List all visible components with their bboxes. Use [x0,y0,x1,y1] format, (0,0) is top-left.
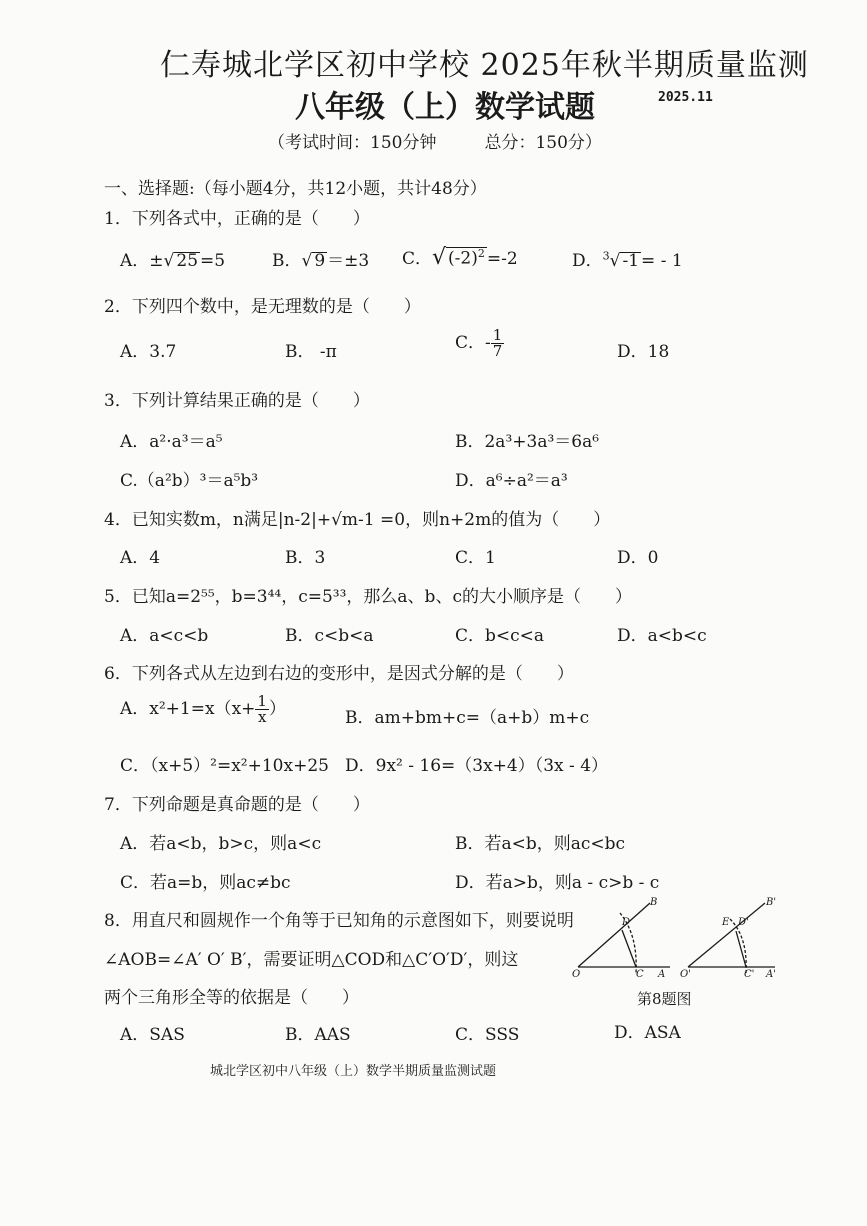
label-b-prime: B' [766,897,777,908]
question-8-option-b: B．AAS [285,1025,351,1045]
question-8-stem-line-3: 两个三角形全等的依据是（ ） [104,988,359,1008]
page-footer: 城北学区初中八年级（上）数学半期质量监测试题 [210,1064,497,1079]
question-1-stem: 1．下列各式中，正确的是（ ） [104,209,370,229]
label-b: B [650,897,658,908]
ray-o-prime-b-prime [688,903,765,967]
question-6-option-c: C．（x+5）²=x²+10x+25 [120,756,329,776]
question-7-option-d: D．若a>b，则a - c>b - c [455,873,660,893]
label-c: C [636,969,644,980]
question-8-option-a: A．SAS [120,1025,185,1045]
question-6-stem: 6．下列各式从左边到右边的变形中，是因式分解的是（ ） [104,664,574,684]
question-3-option-b: B．2a³+3a³＝6a⁶ [455,432,600,452]
label-o: O [572,969,581,980]
question-5-option-b: B．c<b<a [285,626,374,646]
question-3-stem: 3．下列计算结果正确的是（ ） [104,391,370,411]
exam-score: 总分：150分） [484,133,602,153]
label-d: D [622,917,631,928]
question-1-option-a: A．±√ 25 =5 [120,251,226,271]
label-a-prime: A' [766,969,776,980]
question-8-stem-line-1: 8．用直尺和圆规作一个角等于已知角的示意图如下，则要说明 [104,911,574,931]
question-7-option-a: A．若a<b，b>c，则a<c [120,834,322,854]
segment-cd [622,930,636,967]
exam-title: 仁寿城北学区初中学校 2025年秋半期质量监测 [160,48,809,83]
ray-ob [578,903,650,967]
exam-time: （考试时间：150分钟 [268,133,437,153]
question-5-stem: 5．已知a=2⁵⁵，b=3⁴⁴，c=5³³，那么a、b、c的大小顺序是（ ） [104,587,632,607]
question-4-option-b: B．3 [285,548,326,568]
question-4-option-d: D．0 [617,548,659,568]
exam-info [268,128,650,153]
question-8-option-d: D．ASA [614,1023,681,1043]
question-4-stem: 4．已知实数m，n满足|n-2|+√m-1 =0，则n+2m的值为（ ） [104,510,611,530]
section-title: 一、选择题:（每小题4分，共12小题，共计48分） [104,179,487,199]
question-7-option-b: B．若a<b，则ac<bc [455,834,626,854]
question-8-option-c: C．SSS [455,1025,520,1045]
question-1-option-d: D．$^3$√ -1 = - 1 [572,249,683,271]
question-4-option-c: C．1 [455,548,496,568]
exam-subtitle: 八年级（上）数学试题 [295,90,595,125]
question-2-stem: 2．下列四个数中，是无理数的是（ ） [104,297,421,317]
question-5-option-a: A．a<c<b [120,626,209,646]
figure-left [578,903,670,973]
question-5-option-d: D．a<b<c [617,626,707,646]
question-2-option-d: D．18 [617,342,670,362]
question-1-option-b: B．√ 9 ＝±3 [272,251,370,271]
question-5-option-c: C．b<c<a [455,626,545,646]
question-2-option-a: A．3.7 [120,342,177,362]
question-6-option-d: D．9x² - 16=（3x+4）（3x - 4） [345,756,609,776]
question-2-option-c: C．- $\frac{1}{7}$ [455,326,503,360]
figure-right [688,903,775,973]
label-a: A [658,969,666,980]
question-7-stem: 7．下列命题是真命题的是（ ） [104,795,370,815]
label-c-prime: C' [744,969,755,980]
question-7-option-c: C．若a=b，则ac≠bc [120,873,291,893]
question-8-stem-line-2: ∠AOB=∠A′ O′ B′，需要证明△COD和△C′O′D′，则这 [104,950,519,970]
question-3-option-c: C.（a²b）³＝a⁵b³ [120,471,259,491]
question-3-option-d: D．a⁶÷a²＝a³ [455,471,568,491]
question-6-option-a: A．x²+1=x（x+ $\frac{1}{x}$ ） [120,692,286,726]
figure-caption: 第8题图 [637,990,692,1008]
question-1-option-c: C．√ $(-2)^2 =-2$ [402,245,518,270]
label-o-prime: O' [680,969,691,980]
question-4-option-a: A．4 [120,548,161,568]
question-2-option-b: B． -π [285,342,337,362]
question-8-figure [570,895,785,980]
label-e: E [722,917,730,928]
exam-date: 2025.11 [658,90,713,105]
question-3-option-a: A．a²·a³＝a⁵ [120,432,223,452]
label-d-prime: D' [738,917,749,928]
question-6-option-b: B．am+bm+c=（a+b）m+c [345,708,590,728]
